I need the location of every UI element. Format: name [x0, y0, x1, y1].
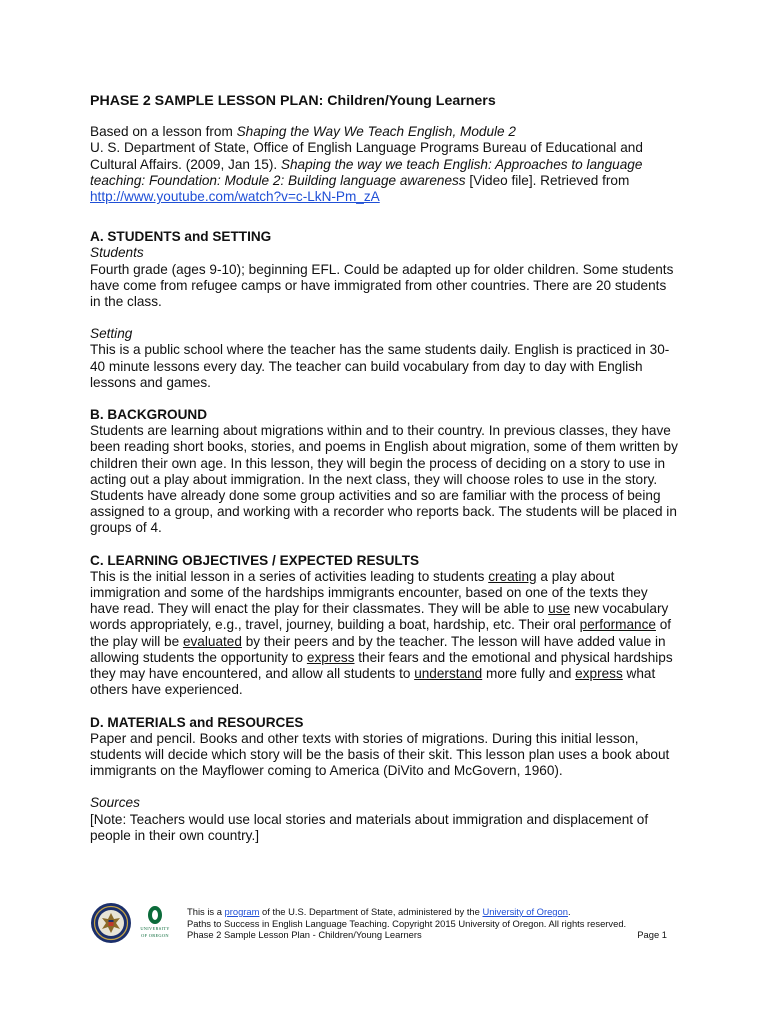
objectives-text: of the play will be: [90, 617, 672, 649]
students-paragraph: Fourth grade (ages 9-10); beginning EFL. Could be adapted up for older children. Some students have come from refugee camps or have immigrated from other countries. There are 20 students in the class.: [90, 261, 674, 310]
citation-italic: Shaping the way we teach English: Approaches to language teaching: Foundation: Module 2: Building language awareness: [90, 156, 643, 188]
footer-line-1: [187, 906, 667, 918]
source-title: Shaping the Way We Teach English, Module 2: [236, 124, 516, 140]
keyword-use: use: [548, 601, 571, 617]
source-line: [90, 124, 680, 140]
section-c-heading: C. LEARNING OBJECTIVES / EXPECTED RESULTS: [90, 552, 420, 568]
section-b-heading: B. BACKGROUND: [90, 407, 208, 423]
students-subheading: Students: [90, 245, 144, 261]
keyword-express: express: [306, 649, 355, 665]
page-number: Page 1: [637, 929, 667, 941]
sources-subheading: Sources: [90, 795, 140, 811]
uo-logo-text: OF OREGON: [141, 933, 169, 938]
keyword-performance: performance: [579, 617, 656, 633]
objectives-text: This is the initial lesson in a series of activities leading to students: [90, 568, 489, 584]
university-of-oregon-logo-icon: [135, 906, 175, 952]
footer-text: [187, 906, 667, 941]
page-title: PHASE 2 SAMPLE LESSON PLAN: Children/Young Learners: [90, 93, 496, 109]
objectives-paragraph: [90, 569, 680, 699]
objectives-text: a play about immigration and some of the hardships immigrants encounter, based on one of the texts they have read. They will enact the play for their classmates. They will be able to: [90, 568, 648, 617]
footer-line-3: [187, 929, 667, 941]
setting-subheading: Setting: [90, 326, 133, 342]
objectives-text: new vocabulary words appropriately, e.g., travel, journey, building a boat, hardship, etc. Their oral: [90, 601, 669, 633]
university-of-oregon-link[interactable]: University of Oregon: [482, 906, 568, 917]
uo-logo-text: UNIVERSITY: [140, 926, 170, 931]
sources-note: [Note: Teachers would use local stories and materials about immigration and displacement of people in their own country.]: [90, 811, 649, 843]
video-url-link[interactable]: http://www.youtube.com/watch?v=c-LkN-Pm_zA: [90, 189, 380, 205]
objectives-text: by their peers and by the teacher. The lesson will have added value in allowing students the opportunity to: [90, 633, 666, 665]
background-paragraph: Students are learning about migrations within and to their country. In previous classes, they have been reading short books, stories, and poems in English about migration, some of them written by children their own age. In this lesson, they will begin the process of deciding on a story to use in acting out a play about immigration. In the next class, they will choose roles to use in the story. Students have already done some group activities and so are familiar with the process of being assigned to a group, and working with a recorder who reports back. The students will be placed in groups of 4.: [90, 423, 678, 536]
objectives-text: more fully and: [482, 666, 576, 682]
citation-suffix: [Video file]. Retrieved from: [465, 172, 630, 188]
section-d-heading: D. MATERIALS and RESOURCES: [90, 714, 304, 730]
footer-doc-title: Phase 2 Sample Lesson Plan - Children/Young Learners: [187, 929, 422, 941]
setting-paragraph: This is a public school where the teacher has the same students daily. English is practiced in 30-40 minute lessons every day. The teacher can build vocabulary from day to day with English lessons and games.: [90, 342, 670, 390]
objectives-text: their fears and the emotional and physical hardships they may have encountered, and allow all students to: [90, 649, 673, 682]
footer-text-span: This is a: [187, 906, 225, 917]
us-state-department-seal-icon: [90, 902, 132, 944]
page-footer: [88, 896, 668, 956]
citation: [90, 140, 680, 205]
source-prefix: Based on a lesson from: [90, 124, 237, 140]
program-link[interactable]: program: [224, 906, 260, 917]
objectives-text: what others have experienced.: [90, 666, 656, 698]
keyword-evaluated: evaluated: [182, 633, 242, 649]
footer-text-span: of the U.S. Department of State, administered by the: [259, 906, 483, 917]
section-a-heading: A. STUDENTS and SETTING: [90, 229, 272, 245]
keyword-understand: understand: [414, 666, 483, 682]
keyword-express: express: [575, 666, 623, 682]
keyword-creating: creating: [488, 568, 537, 584]
citation-plain: U. S. Department of State, Office of English Language Programs Bureau of Educational and Cultural Affairs. (2009, Jan 15).: [90, 140, 643, 172]
footer-text-span: .: [567, 906, 571, 917]
document-body: [90, 93, 680, 844]
materials-paragraph: Paper and pencil. Books and other texts with stories of migrations. During this initial lesson, students will decide which story will be the basis of their skit. This lesson plan uses a book about immigrants on the Mayflower coming to America (DiVito and McGovern, 1960).: [90, 730, 670, 779]
footer-line-2: Paths to Success in English Language Teaching. Copyright 2015 University of Oregon. All rights reserved.: [187, 917, 627, 929]
